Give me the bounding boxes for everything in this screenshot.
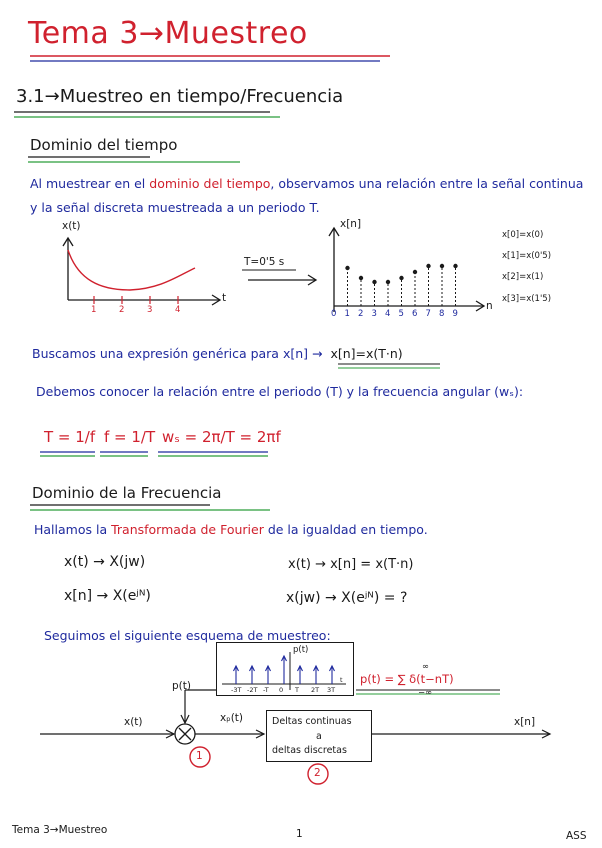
cont-tick-3: 3	[147, 305, 153, 315]
impulse-tick-label: t	[340, 676, 343, 684]
scheme-intro: Seguimos el siguiente esquema de muestreo:	[44, 628, 331, 643]
disc-tick-4: 4	[385, 309, 391, 319]
sum-lower: −∞	[418, 688, 433, 698]
freq-domain-heading: Dominio de la Frecuencia	[32, 484, 222, 502]
fourier-eq-1: x(t) → X(jw)	[64, 554, 146, 570]
disc-tick-6: 6	[412, 309, 418, 319]
pt-formula: p(t) = ∑ δ(t−nT)	[360, 672, 454, 686]
disc-y-label: x[n]	[340, 218, 362, 230]
period-label: T=0'5 s	[244, 256, 285, 268]
disc-tick-3: 3	[371, 309, 377, 319]
freq-intro-end: de la igualdad en tiempo.	[263, 522, 428, 537]
output-label: x[n]	[514, 716, 536, 728]
formula-angular: wₛ = 2π/T = 2πf	[162, 428, 281, 446]
disc-tick-2: 2	[358, 309, 364, 319]
footer-author: ASS	[566, 830, 587, 842]
disc-tick-5: 5	[398, 309, 404, 319]
block-line-1: Deltas continuas	[272, 716, 352, 727]
intro-1-start: Al muestrear en el	[30, 176, 150, 191]
step-2-marker: 2	[314, 767, 321, 779]
sample-eq-2: x[2]=x(1)	[502, 272, 544, 282]
disc-x-axis-label: n	[486, 300, 493, 312]
block-line-2: a	[316, 731, 322, 742]
impulse-tick-label: T	[295, 686, 299, 694]
fourier-eq-2: x[n] → X(eʲᴺ)	[64, 588, 151, 604]
block-line-3: deltas discretas	[272, 745, 347, 756]
formula-freq: f = 1/T	[104, 428, 156, 446]
cont-tick-2: 2	[119, 305, 125, 315]
freq-intro-highlight: Transformada de Fourier	[111, 522, 264, 537]
impulse-tick-label: -T	[263, 686, 269, 694]
fourier-eq-3: x(t) → x[n] = x(T·n)	[288, 557, 414, 572]
impulse-tick-label: 2T	[311, 686, 320, 694]
step-1-marker: 1	[196, 750, 203, 762]
disc-tick-0: 0	[331, 309, 337, 319]
footer-title: Tema 3→Muestreo	[12, 824, 108, 836]
search-equation: x[n]=x(T·n)	[330, 346, 403, 361]
sum-upper: ∞	[422, 662, 430, 672]
sample-eq-3: x[3]=x(1'5)	[502, 294, 552, 304]
impulse-tick-label: 0	[279, 686, 284, 694]
cont-tick-1: 1	[91, 305, 97, 315]
know-line: Debemos conocer la relación entre el periodo (T) y la frecuencia angular (wₛ):	[36, 384, 524, 399]
impulse-tick-label: 3T	[327, 686, 336, 694]
intro-1-end: , observamos una relación entre la señal continua	[270, 176, 584, 191]
sample-eq-1: x[1]=x(0'5)	[502, 251, 552, 261]
search-text: Buscamos una expresión genérica para x[n] →	[32, 346, 323, 361]
section-title: 3.1→Muestreo en tiempo/Frecuencia	[16, 86, 344, 107]
impulse-tick-label: -2T	[247, 686, 258, 694]
disc-tick-7: 7	[425, 309, 431, 319]
disc-tick-8: 8	[439, 309, 445, 319]
cont-y-label: x(t)	[62, 220, 81, 232]
cont-tick-4: 4	[175, 305, 181, 315]
disc-tick-9: 9	[452, 309, 458, 319]
footer-page-number: 1	[296, 828, 303, 840]
page-title: Tema 3→Muestreo	[28, 16, 308, 51]
freq-intro-start: Hallamos la	[34, 522, 112, 537]
time-domain-heading: Dominio del tiempo	[30, 136, 178, 154]
xp-signal-label: xₚ(t)	[220, 712, 244, 724]
time-intro-line-2: y la señal discreta muestreada a un periodo T.	[30, 200, 320, 215]
sample-eq-0: x[0]=x(0)	[502, 230, 544, 240]
intro-1-highlight: dominio del tiempo	[149, 176, 271, 191]
impulse-tick-label: -3T	[231, 686, 242, 694]
disc-tick-1: 1	[344, 309, 350, 319]
formula-period: T = 1/f	[44, 428, 96, 446]
cont-x-axis-label: t	[222, 292, 227, 304]
fourier-eq-4: x(jw) → X(eʲᴺ) = ?	[286, 590, 408, 606]
pt-input-label: p(t)	[172, 680, 191, 692]
impulse-plot-label: p(t)	[293, 645, 309, 655]
xt-input-label: x(t)	[124, 716, 143, 728]
